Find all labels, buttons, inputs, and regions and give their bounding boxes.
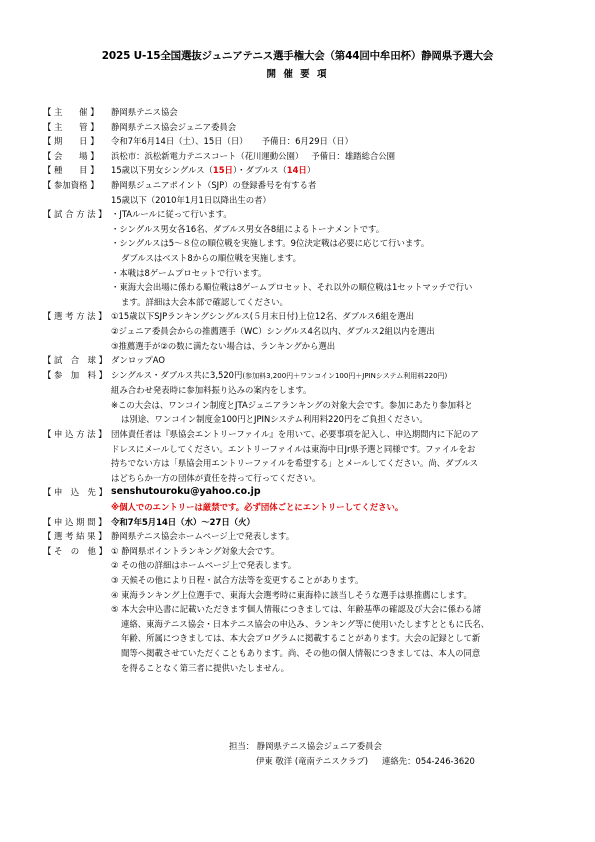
other-line: 年齢、所属につきましては、本大会プログラムに掲載することがあります。大会の記録として新: [121, 633, 481, 644]
row-label: 【 そ の 他 】: [43, 545, 107, 556]
selection-line: ②ジュニア委員会からの推薦選手（WC）シングルス4名以内、ダブルス2組以内を選出: [111, 325, 435, 336]
format-line: ・東海大会出場に係わる順位戦は8ゲームプロセット、それ以外の順位戦は1セットマッチで行い: [111, 282, 473, 293]
method-line: 団体責任者は『県協会エントリーファイル』を用いて、必要事項を記入し、申込期間内に下記のア: [111, 429, 479, 440]
row-label: 【 期 日 】: [43, 136, 99, 147]
row-match-format: [43, 207, 563, 309]
row-label: 【 試 合 球 】: [43, 355, 107, 366]
doubles-date: 14日: [286, 165, 307, 176]
row-value: ダンロップAO: [111, 355, 165, 366]
row-eligibility: [43, 178, 563, 207]
events-text: ）: [306, 165, 316, 176]
row-value: 静岡県テニス協会: [111, 107, 178, 117]
eligibility-line: 静岡県ジュニアポイント（SJP）の登録番号を有する者: [111, 179, 317, 190]
info-rows: [43, 105, 563, 675]
row-label: 【 申 込 方 法 】: [43, 429, 107, 440]
format-line: ・シングルス男女各16名、ダブルス男女各8組によるトーナメントです。: [111, 223, 385, 234]
row-label: 【 申 込 期 間 】: [43, 516, 107, 527]
venue-main: 浜松市：浜松新電力テニスコート（花川運動公園）: [111, 150, 304, 161]
row-value: 静岡県テニス協会ホームページ上で発表します。: [111, 531, 295, 542]
other-line: ⑤ 本大会申込書に記載いただきます個人情報につきましては、年齢基準の確認及び大会に係わる諸: [111, 604, 482, 615]
fee-amount: シングルス・ダブルス共に3,520円: [111, 369, 243, 380]
row-label: 【 申 込 先 】: [43, 487, 107, 498]
selection-line: ③推薦選手が②の数に満たない場合は、ランキングから選出: [111, 340, 336, 351]
method-line: はどちらか一方の団体が責任を持って行ってください。: [111, 472, 321, 483]
other-line: ③ 天候その他により日程・試合方法等を変更することがあります。: [111, 575, 364, 585]
row-selection: [43, 309, 563, 353]
venue-reserve: 予備日：雄踏総合公園: [311, 150, 396, 161]
document-title: 2025 U-15全国選抜ジュニアテニス選手権大会（第44回中牟田杯）静岡県予選大会: [101, 50, 494, 62]
eligibility-line: 15歳以下（2010年1月1日以降出生の者）: [111, 194, 271, 205]
row-label: 【 主 管 】: [43, 121, 99, 132]
method-line: 持ちでない方は「県協会用エントリーファイルを希望する」とメールしてください。尚、ダブルス: [111, 458, 479, 469]
contact-footer: [229, 739, 475, 769]
row-label: 【 主 催 】: [43, 107, 99, 117]
format-line: ・シングルスは5～８位の順位戦を実施します。9位決定戦は必要に応じて行います。: [111, 238, 430, 249]
fee-line: 組み合わせ発表時に参加料振り込みの案内をします。: [111, 385, 312, 396]
other-line: を得ることなく第三者に提供いたしません。: [121, 662, 290, 673]
date-reserve: 予備日：6月29日（日）: [261, 136, 354, 147]
row-application-address: [43, 485, 563, 514]
row-venue: [43, 149, 563, 164]
row-application-period: [43, 515, 563, 530]
other-line: 連絡、東海テニス協会・日本テニス協会の申込み、ランキング等に使用いたしますとともに氏名、: [121, 618, 490, 629]
selection-line: ①15歳以下SJPランキングシングルス(５月末日付)上位12名、ダブルス6組を選出: [111, 311, 415, 322]
other-line: ② その他の詳細はホームページ上で発表します。: [111, 560, 297, 571]
footer-person: 伊東 敬洋 (竜南テニスクラブ): [256, 756, 369, 766]
other-line: ④ 東海ランキング上位選手で、東海大会選考時に東海枠に該当しそうな選手は県推薦にします。: [111, 589, 472, 600]
row-fee: [43, 368, 563, 427]
row-ball: [43, 353, 563, 368]
other-line: 聞等へ掲載させていただくこともあります。尚、その他の個人情報につきましては、本人の同意: [121, 647, 481, 658]
other-line: ① 静岡県ポイントランキング対象大会です。: [111, 545, 280, 556]
footer-committee: 担当： 静岡県テニス協会ジュニア委員会: [229, 741, 382, 751]
email-address[interactable]: senshutouroku@yahoo.co.jp: [111, 486, 261, 498]
entry-warning: ※個人でのエントリーは厳禁です。必ず団体ごとにエントリーしてください。: [111, 502, 404, 513]
events-text: 15歳以下男女シングルス（: [111, 165, 213, 176]
row-date: [43, 134, 563, 149]
row-other: [43, 544, 563, 675]
row-organizer: [43, 105, 563, 120]
row-events: [43, 163, 563, 178]
fee-breakdown: (参加料3,200円＋ワンコイン100円＋JPINシステム利用料220円): [242, 371, 448, 380]
row-label: 【 試 合 方 法 】: [43, 209, 107, 220]
singles-date: 15日: [212, 165, 233, 176]
row-label: 【 会 場 】: [43, 150, 99, 161]
row-management: [43, 120, 563, 135]
row-label: 【 参加資格 】: [43, 179, 99, 190]
footer-contact: 連絡先：054-246-3620: [382, 756, 475, 766]
row-selection-result: [43, 529, 563, 544]
row-label: 【 選 考 方 法 】: [43, 311, 107, 322]
format-line: ・JTAルールに従って行います。: [111, 209, 232, 220]
method-line: ドレスにメールしてください。エントリーファイルは東海中日Jr県予選と同様です。ファイルをお: [111, 443, 476, 454]
events-text: ）・ダブルス（: [232, 165, 287, 176]
fee-line: ※この大会は、ワンコイン制度とJTAジュニアランキングの対象大会です。参加にあたり参加料と: [111, 399, 473, 410]
format-line: ダブルスはベスト8からの順位戦を実施します。: [121, 252, 301, 263]
date-main: 令和7年6月14日（土）、15日（日）: [111, 136, 248, 147]
format-line: ます。詳細は大会本部で確認してください。: [121, 296, 288, 307]
row-label: 【 参 加 料 】: [43, 369, 107, 380]
row-label: 【 種 目 】: [43, 165, 99, 176]
document-subtitle: 開 催 要 項: [266, 69, 329, 80]
fee-line: は別途、ワンコイン制度金100円とJPINシステム利用料220円をご負担ください。: [121, 414, 428, 425]
row-label: 【 選 考 結 果 】: [43, 531, 107, 542]
format-line: ・本戦は8ゲームプロセットで行います。: [111, 267, 267, 278]
row-application-method: [43, 427, 563, 485]
row-value: 静岡県テニス協会ジュニア委員会: [111, 121, 237, 132]
row-value: 令和7年5月14日（水）～27日（火）: [111, 516, 255, 527]
